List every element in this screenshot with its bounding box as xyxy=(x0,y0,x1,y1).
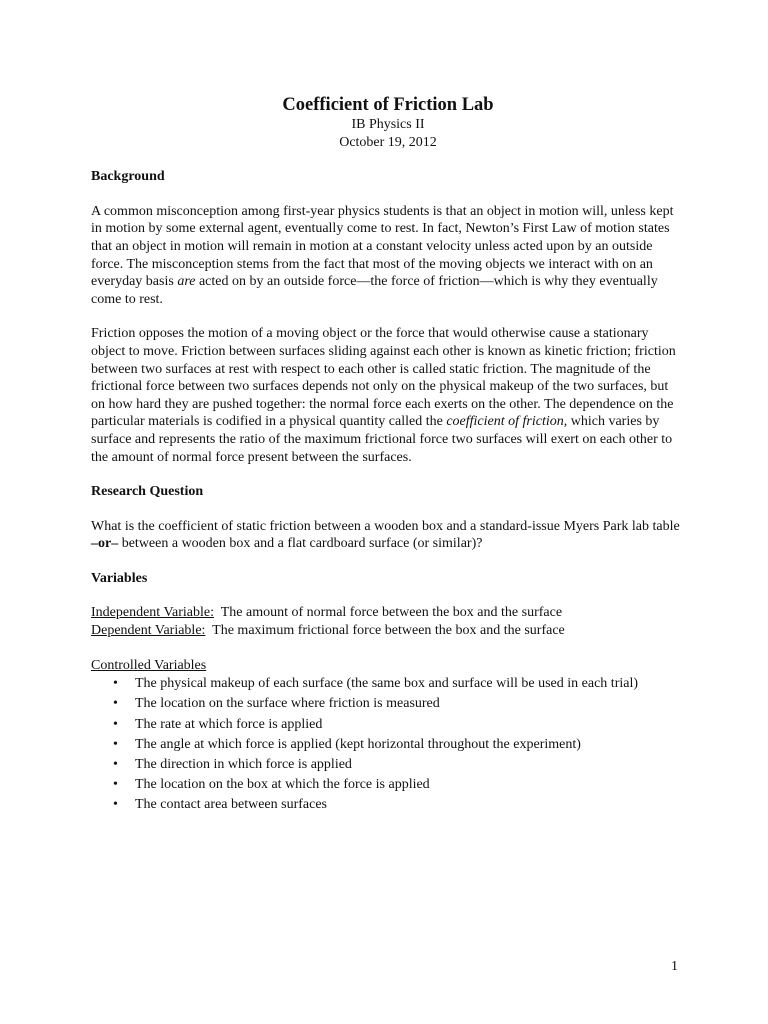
bullet-glyph: • xyxy=(113,716,118,732)
list-item xyxy=(91,775,685,795)
list-item-text: The contact area between surfaces xyxy=(135,797,327,813)
list-item-text: The rate at which force is applied xyxy=(135,716,323,732)
dependent-variable xyxy=(91,622,685,640)
background-p1-emphasis: are xyxy=(177,274,196,290)
list-item xyxy=(91,795,685,815)
independent-variable-text: The amount of normal force between the box and the surface xyxy=(213,605,563,621)
list-item-text: The location on the surface where friction is measured xyxy=(135,696,440,712)
bullet-glyph: • xyxy=(113,736,118,752)
list-item xyxy=(91,755,685,775)
controlled-variables-list xyxy=(91,674,685,815)
dependent-variable-label: Dependent Variable: xyxy=(91,623,206,639)
list-item-text: The location on the box at which the force is applied xyxy=(135,777,430,793)
independent-variable-label: Independent Variable: xyxy=(91,605,214,621)
research-question-heading: Research Question xyxy=(91,484,204,500)
research-or: –or– xyxy=(91,536,119,552)
course-name: IB Physics II xyxy=(351,117,425,132)
background-paragraph-2 xyxy=(91,325,685,466)
bullet-glyph: • xyxy=(113,797,118,813)
research-question-text xyxy=(91,518,685,553)
dependent-variable-text: The maximum frictional force between the box and the surface xyxy=(205,623,565,639)
background-heading: Background xyxy=(91,169,165,185)
background-p2-text-b: , which varies by surface and represents the ratio of the maximum frictional force two surfaces will exert on each other to the amount of normal force present between the surfaces. xyxy=(91,414,673,465)
page-content xyxy=(91,94,685,816)
research-text-b: between a wooden box and a flat cardboard surface (or similar)? xyxy=(118,536,483,552)
list-item xyxy=(91,694,685,714)
background-p2-emphasis: coefficient of friction xyxy=(446,414,564,430)
background-p1-text-a: A common misconception among first-year physics students is that an object in motion will, unless kept in motion by some external agent, eventually come to rest. In fact, Newton’s First Law of motion states that an object in motion will remain in motion at a constant velocity unless acted upon by an outside force. The misconception stems from the fact that most of the moving objects we interact with on an everyday basis xyxy=(91,203,674,290)
variables-heading: Variables xyxy=(91,570,148,586)
background-p1-text-b: acted on by an outside force—the force of friction—which is why they eventually come to rest. xyxy=(91,274,658,307)
page-number: 1 xyxy=(671,959,678,974)
list-item-text: The physical makeup of each surface (the same box and surface will be used in each trial) xyxy=(135,676,639,692)
list-item-text: The direction in which force is applied xyxy=(135,757,352,772)
controlled-variables-heading: Controlled Variables xyxy=(91,657,207,673)
background-p2-text-a: Friction opposes the motion of a moving object or the force that would otherwise cause a stationary object to move. Friction between surfaces sliding against each other is known as kinetic friction; friction between two surfaces at rest with respect to each other is called static friction. The magnitude of the frictional force between two surfaces depends not only on the physical makeup of the two surfaces, but on how hard they are pushed together: the normal force each exerts on the other. The dependence on the particular materials is codified in a physical quantity called the xyxy=(91,326,676,430)
list-item xyxy=(91,735,685,755)
list-item xyxy=(91,674,685,694)
document-title: Coefficient of Friction Lab xyxy=(282,95,494,115)
list-item-text: The angle at which force is applied (kept horizontal throughout the experiment) xyxy=(135,736,581,752)
list-item xyxy=(91,715,685,735)
independent-variable xyxy=(91,604,685,622)
bullet-glyph: • xyxy=(113,696,118,712)
bullet-glyph: • xyxy=(113,757,118,772)
background-paragraph-1 xyxy=(91,203,685,309)
document-date: October 19, 2012 xyxy=(339,134,437,150)
bullet-glyph: • xyxy=(113,777,118,793)
research-text-a: What is the coefficient of static friction between a wooden box and a standard-issue Myers Park lab table xyxy=(91,518,680,534)
bullet-glyph: • xyxy=(113,676,118,692)
